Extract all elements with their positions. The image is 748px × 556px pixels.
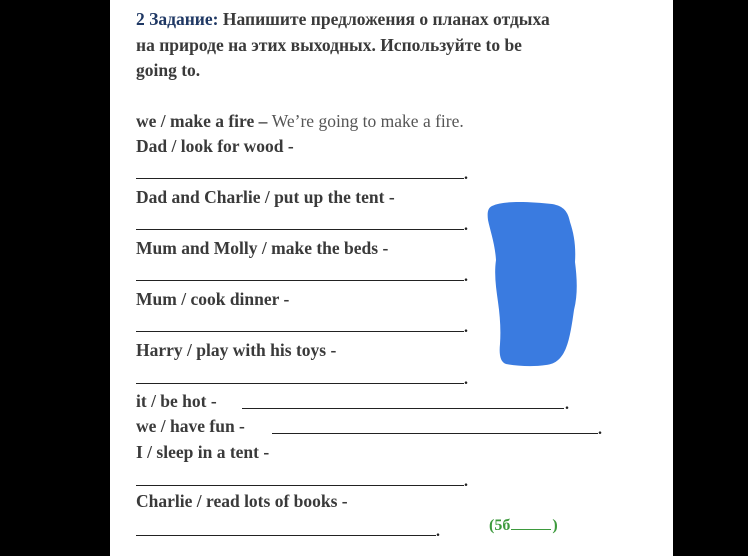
task-instruction-2: на природе на этих выходных. Используйте to be (136, 35, 522, 55)
item-prompt: Dad and Charlie / put up the tent - (136, 187, 395, 207)
answer-blank[interactable] (136, 331, 464, 332)
item-prompt: I / sleep in a tent - (136, 442, 270, 462)
answer-blank[interactable] (272, 433, 598, 434)
item-prompt: Harry / play with his toys - (136, 340, 337, 360)
score-close: ) (552, 517, 558, 534)
scribble-shape (488, 202, 577, 366)
task-number: 2 (136, 9, 145, 29)
item-prompt: we / have fun - (136, 416, 245, 436)
task-instruction-1: Напишите предложения о планах отдыха (222, 9, 550, 29)
answer-blank[interactable] (136, 485, 464, 486)
item-prompt: Mum and Molly / make the beds - (136, 238, 389, 258)
score-label (489, 518, 558, 534)
score-open: (5б (489, 517, 511, 534)
blank-dot: . (464, 371, 468, 388)
blank-dot: . (436, 523, 440, 540)
example-line (136, 113, 464, 131)
blue-scribble (482, 198, 582, 370)
answer-blank[interactable] (136, 229, 464, 230)
task-instruction-3: going to. (136, 60, 201, 80)
item-prompt: Dad / look for wood - (136, 136, 294, 156)
blank-dot: . (464, 217, 468, 234)
item-prompt: it / be hot - (136, 391, 217, 411)
answer-blank[interactable] (136, 383, 464, 384)
answer-blank[interactable] (242, 408, 564, 409)
blank-dot: . (464, 166, 468, 183)
item-prompt: Charlie / read lots of books - (136, 491, 348, 511)
item-prompt: Mum / cook dinner - (136, 289, 290, 309)
blank-dot: . (464, 473, 468, 490)
task-label: Задание: (149, 9, 219, 29)
score-blank[interactable] (511, 529, 551, 530)
task-heading-line-1 (136, 11, 550, 29)
worksheet-page (110, 0, 673, 556)
blank-dot: . (464, 319, 468, 336)
example-prompt: we / make a fire – (136, 111, 268, 131)
example-answer: We’re going to make a fire. (271, 111, 464, 131)
blank-dot: . (598, 421, 602, 438)
answer-blank[interactable] (136, 178, 464, 179)
blank-dot: . (464, 268, 468, 285)
answer-blank[interactable] (136, 280, 464, 281)
blank-dot: . (565, 396, 569, 413)
answer-blank[interactable] (136, 535, 436, 536)
